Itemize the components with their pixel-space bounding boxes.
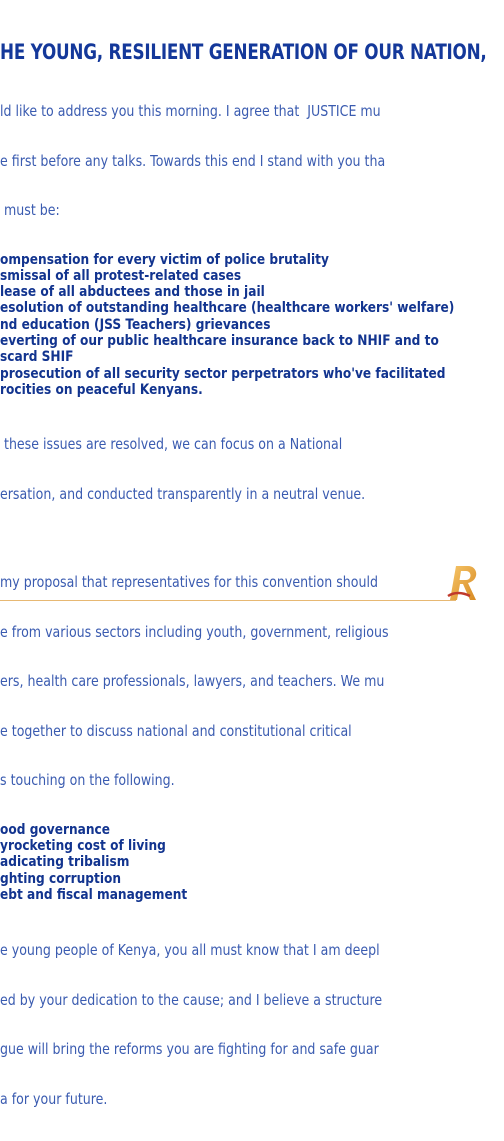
paragraph-proposal [0,541,504,822]
text-line: a for your future. [0,1089,108,1108]
text-line: e first before any talks. Towards this end I stand with you tha [0,151,386,170]
list-item: smissal of all protest-related cases [0,267,242,284]
list-item: ompensation for every victim of police brutality [0,251,329,268]
page-heading: HE YOUNG, RESILIENT GENERATION OF OUR NATION, [0,40,487,64]
logo-divider-line [0,600,456,601]
text-line: ers, health care professionals, lawyers, and teachers. We mu [0,672,385,691]
justice-demands-list [0,252,504,399]
r-monogram-icon [440,556,484,604]
paragraph-closing [0,909,504,1140]
list-item: ghting corruption [0,870,122,887]
list-item: everting of our public healthcare insurance back to NHIF and to [0,332,439,349]
list-item: lease of all abductees and those in jail [0,284,265,301]
list-item: yrocketing cost of living [0,837,166,854]
paragraph-national-conversation [0,403,504,535]
text-line: e young people of Kenya, you all must know that I am deepl [0,941,380,960]
letter-body [0,70,504,1140]
list-item: ood governance [0,821,111,838]
list-item: prosecution of all security sector perpetrators who've facilitated [0,365,446,382]
text-line: these issues are resolved, we can focus on a National [0,435,343,454]
text-line: s touching on the following. [0,771,175,790]
text-line: ld like to address you this morning. I agree that JUSTICE mu [0,102,381,120]
list-item: esolution of outstanding healthcare (healthcare workers' welfare) [0,300,455,317]
text-line: ed by your dedication to the cause; and I believe a structure [0,990,383,1009]
text-line: must be: [0,201,60,219]
topics-list [0,822,504,903]
text-line: gue will bring the reforms you are fighting for and safe guar [0,1040,379,1059]
text-line: ersation, and conducted transparently in a neutral venue. [0,484,366,503]
paragraph-intro [0,70,504,252]
text-line: e together to discuss national and constitutional critical [0,721,352,740]
list-item: adicating tribalism [0,854,130,871]
text-line: e from various sectors including youth, government, religious [0,622,389,641]
list-item: ebt and fiscal management [0,886,188,903]
list-item: scard SHIF [0,349,74,366]
text-line: my proposal that representatives for this convention should [0,573,378,592]
list-item: nd education (JSS Teachers) grievances [0,316,271,333]
list-item: rocities on peaceful Kenyans. [0,381,203,398]
